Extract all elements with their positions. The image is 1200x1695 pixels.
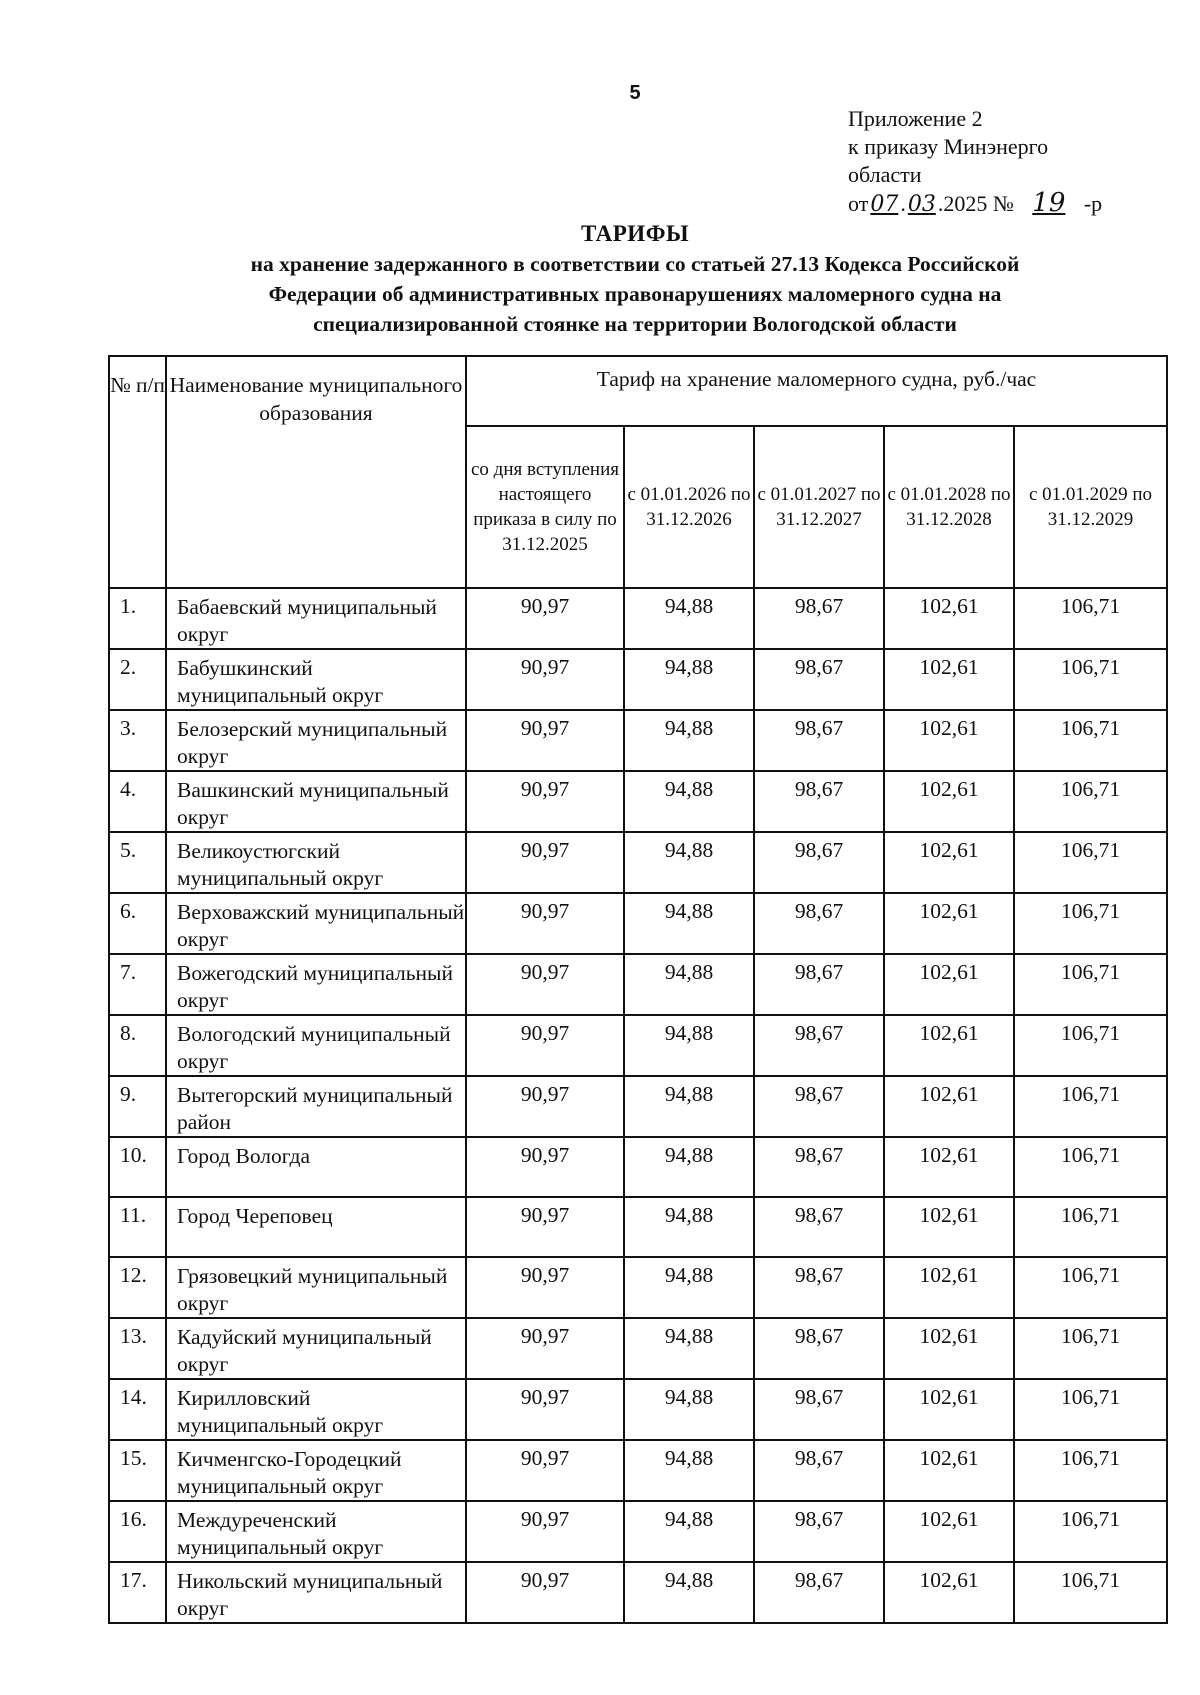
tariff-value-4: 102,61 [884, 771, 1014, 832]
table-row [109, 1379, 1167, 1440]
tariff-value-1: 90,97 [466, 1501, 624, 1562]
title-line-2: Федерации об административных правонарушениях маломерного судна на [268, 282, 1002, 306]
tariff-value-2: 94,88 [624, 832, 754, 893]
order-number-handwritten: 19 [1032, 188, 1066, 218]
tariff-value-4: 102,61 [884, 1257, 1014, 1318]
tariff-value-1: 90,97 [466, 1318, 624, 1379]
tariff-value-3: 98,67 [754, 1562, 884, 1623]
table-row [109, 1076, 1167, 1137]
tariff-value-1: 90,97 [466, 1440, 624, 1501]
header-period-1: со дня вступления настоящего приказа в силу по 31.12.2025 [466, 426, 624, 588]
municipality-name: Верховажский муниципальный округ [166, 893, 466, 954]
municipality-name: Город Череповец [166, 1197, 466, 1257]
row-number: 15. [109, 1440, 166, 1501]
tariff-value-5: 106,71 [1014, 893, 1167, 954]
tariff-value-3: 98,67 [754, 1257, 884, 1318]
table-row [109, 1562, 1167, 1623]
tariff-value-4: 102,61 [884, 710, 1014, 771]
table-row [109, 832, 1167, 893]
tariff-value-1: 90,97 [466, 893, 624, 954]
title-main: ТАРИФЫ [580, 221, 690, 246]
tariff-value-2: 94,88 [624, 771, 754, 832]
row-number: 3. [109, 710, 166, 771]
appendix-date-line [848, 189, 1102, 219]
row-number: 5. [109, 832, 166, 893]
header-period-3: с 01.01.2027 по 31.12.2027 [754, 426, 884, 588]
tariff-value-3: 98,67 [754, 954, 884, 1015]
municipality-name: Белозерский муниципальный округ [166, 710, 466, 771]
tariff-value-4: 102,61 [884, 1501, 1014, 1562]
tariff-value-3: 98,67 [754, 1379, 884, 1440]
date-day-handwritten: 07 [870, 192, 899, 217]
tariff-value-4: 102,61 [884, 649, 1014, 710]
table-row [109, 893, 1167, 954]
tariff-value-5: 106,71 [1014, 954, 1167, 1015]
tariff-value-4: 102,61 [884, 893, 1014, 954]
municipality-name: Бабаевский муниципальный округ [166, 588, 466, 649]
row-number: 4. [109, 771, 166, 832]
tariff-value-4: 102,61 [884, 832, 1014, 893]
municipality-name: Вологодский муниципальный округ [166, 1015, 466, 1076]
tariff-value-2: 94,88 [624, 893, 754, 954]
municipality-name: Кирилловский муниципальный округ [166, 1379, 466, 1440]
date-year: .2025 № [937, 191, 1014, 216]
tariff-value-4: 102,61 [884, 1137, 1014, 1197]
row-number: 13. [109, 1318, 166, 1379]
tariff-value-4: 102,61 [884, 1076, 1014, 1137]
tariff-value-2: 94,88 [624, 1137, 754, 1197]
tariff-value-1: 90,97 [466, 1562, 624, 1623]
tariff-value-4: 102,61 [884, 954, 1014, 1015]
tariff-value-5: 106,71 [1014, 588, 1167, 649]
tariff-value-5: 106,71 [1014, 1015, 1167, 1076]
tariff-value-5: 106,71 [1014, 832, 1167, 893]
municipality-name: Бабушкинский муниципальный округ [166, 649, 466, 710]
row-number: 9. [109, 1076, 166, 1137]
row-number: 7. [109, 954, 166, 1015]
municipality-name: Великоустюгский муниципальный округ [166, 832, 466, 893]
tariff-table [108, 355, 1168, 1624]
tariff-value-5: 106,71 [1014, 771, 1167, 832]
tariff-value-2: 94,88 [624, 710, 754, 771]
tariff-value-1: 90,97 [466, 1257, 624, 1318]
municipality-name: Вытегорский муниципальный район [166, 1076, 466, 1137]
table-row [109, 649, 1167, 710]
tariff-value-2: 94,88 [624, 588, 754, 649]
municipality-name: Кадуйский муниципальный округ [166, 1318, 466, 1379]
appendix-block [848, 105, 1102, 219]
table-row [109, 771, 1167, 832]
tariff-value-5: 106,71 [1014, 649, 1167, 710]
tariff-value-4: 102,61 [884, 1015, 1014, 1076]
tariff-value-4: 102,61 [884, 1562, 1014, 1623]
tariff-value-3: 98,67 [754, 893, 884, 954]
tariff-value-5: 106,71 [1014, 1137, 1167, 1197]
appendix-line-1: Приложение 2 [848, 106, 983, 131]
row-number: 1. [109, 588, 166, 649]
row-number: 2. [109, 649, 166, 710]
municipality-name: Вожегодский муниципальный округ [166, 954, 466, 1015]
tariff-value-3: 98,67 [754, 1076, 884, 1137]
tariff-value-4: 102,61 [884, 1318, 1014, 1379]
tariff-value-2: 94,88 [624, 1197, 754, 1257]
order-suffix: -р [1083, 191, 1103, 216]
table-row [109, 1501, 1167, 1562]
tariff-value-5: 106,71 [1014, 1379, 1167, 1440]
date-month-handwritten: 03 [907, 192, 936, 217]
tariff-value-2: 94,88 [624, 1257, 754, 1318]
table-row [109, 588, 1167, 649]
municipality-name: Никольский муниципальный округ [166, 1562, 466, 1623]
tariff-value-3: 98,67 [754, 771, 884, 832]
header-number: № п/п [109, 356, 166, 588]
tariff-value-2: 94,88 [624, 1015, 754, 1076]
table-row [109, 954, 1167, 1015]
tariff-value-1: 90,97 [466, 649, 624, 710]
table-row [109, 1318, 1167, 1379]
tariff-value-1: 90,97 [466, 588, 624, 649]
municipality-name: Город Вологда [166, 1137, 466, 1197]
tariff-value-1: 90,97 [466, 832, 624, 893]
tariff-value-1: 90,97 [466, 710, 624, 771]
tariff-value-2: 94,88 [624, 954, 754, 1015]
header-tariff: Тариф на хранение маломерного судна, руб./час [466, 356, 1167, 426]
header-period-5: с 01.01.2029 по 31.12.2029 [1014, 426, 1167, 588]
row-number: 17. [109, 1562, 166, 1623]
tariff-value-1: 90,97 [466, 1197, 624, 1257]
tariff-value-2: 94,88 [624, 1562, 754, 1623]
tariff-value-1: 90,97 [466, 1379, 624, 1440]
tariff-value-5: 106,71 [1014, 1440, 1167, 1501]
tariff-value-3: 98,67 [754, 1137, 884, 1197]
tariff-value-4: 102,61 [884, 1197, 1014, 1257]
tariff-value-3: 98,67 [754, 832, 884, 893]
page-number: 5 [629, 82, 641, 104]
tariff-value-1: 90,97 [466, 1015, 624, 1076]
tariff-value-2: 94,88 [624, 1501, 754, 1562]
table-row [109, 710, 1167, 771]
row-number: 12. [109, 1257, 166, 1318]
row-number: 14. [109, 1379, 166, 1440]
tariff-value-5: 106,71 [1014, 710, 1167, 771]
header-name: Наименование муниципального образования [166, 356, 466, 588]
tariff-value-5: 106,71 [1014, 1562, 1167, 1623]
date-prefix: от [848, 191, 869, 216]
header-period-2: с 01.01.2026 по 31.12.2026 [624, 426, 754, 588]
tariff-value-2: 94,88 [624, 649, 754, 710]
row-number: 10. [109, 1137, 166, 1197]
municipality-name: Вашкинский муниципальный округ [166, 771, 466, 832]
table-row [109, 1137, 1167, 1197]
tariff-value-1: 90,97 [466, 1076, 624, 1137]
table-row [109, 1015, 1167, 1076]
header-period-4: с 01.01.2028 по 31.12.2028 [884, 426, 1014, 588]
tariff-value-2: 94,88 [624, 1076, 754, 1137]
table-row [109, 1257, 1167, 1318]
document-title [170, 219, 1100, 339]
tariff-value-5: 106,71 [1014, 1501, 1167, 1562]
municipality-name: Междуреченский муниципальный округ [166, 1501, 466, 1562]
tariff-value-5: 106,71 [1014, 1318, 1167, 1379]
tariff-value-3: 98,67 [754, 1440, 884, 1501]
tariff-value-4: 102,61 [884, 1440, 1014, 1501]
row-number: 6. [109, 893, 166, 954]
tariff-value-5: 106,71 [1014, 1197, 1167, 1257]
row-number: 8. [109, 1015, 166, 1076]
tariff-value-4: 102,61 [884, 588, 1014, 649]
title-line-1: на хранение задержанного в соответствии со статьей 27.13 Кодекса Российской [250, 252, 1020, 276]
tariff-value-1: 90,97 [466, 1137, 624, 1197]
municipality-name: Грязовецкий муниципальный округ [166, 1257, 466, 1318]
tariff-value-3: 98,67 [754, 588, 884, 649]
row-number: 11. [109, 1197, 166, 1257]
tariff-value-3: 98,67 [754, 710, 884, 771]
tariff-value-3: 98,67 [754, 1318, 884, 1379]
tariff-value-5: 106,71 [1014, 1076, 1167, 1137]
tariff-value-3: 98,67 [754, 1197, 884, 1257]
appendix-line-3: области [848, 162, 922, 187]
appendix-line-2: к приказу Минэнерго [848, 134, 1049, 159]
tariff-value-3: 98,67 [754, 1501, 884, 1562]
tariff-value-4: 102,61 [884, 1379, 1014, 1440]
tariff-value-2: 94,88 [624, 1379, 754, 1440]
municipality-name: Кичменгско-Городецкий муниципальный округ [166, 1440, 466, 1501]
tariff-value-3: 98,67 [754, 649, 884, 710]
row-number: 16. [109, 1501, 166, 1562]
title-line-3: специализированной стоянке на территории Вологодской области [313, 312, 957, 336]
tariff-value-1: 90,97 [466, 954, 624, 1015]
date-sep: . [900, 191, 906, 216]
table-row [109, 1197, 1167, 1257]
tariff-value-1: 90,97 [466, 771, 624, 832]
tariff-value-5: 106,71 [1014, 1257, 1167, 1318]
tariff-value-2: 94,88 [624, 1318, 754, 1379]
tariff-value-3: 98,67 [754, 1015, 884, 1076]
tariff-value-2: 94,88 [624, 1440, 754, 1501]
table-row [109, 1440, 1167, 1501]
